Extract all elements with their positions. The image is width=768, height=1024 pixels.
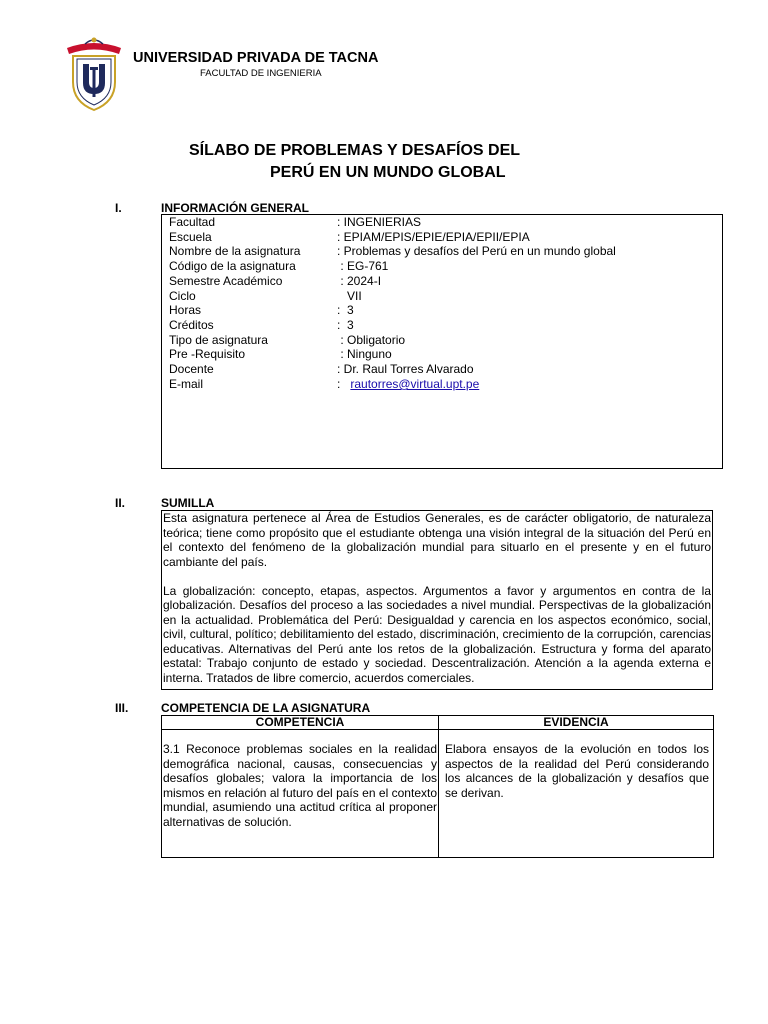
info-row — [169, 274, 381, 289]
competency-table — [161, 715, 714, 858]
info-value: : Problemas y desafíos del Perú en un mundo global — [337, 244, 616, 259]
university-name: UNIVERSIDAD PRIVADA DE TACNA — [133, 50, 379, 66]
section3-title: COMPETENCIA DE LA ASIGNATURA — [161, 701, 371, 715]
info-value: : 2024-I — [337, 273, 382, 288]
info-value: : Ninguno — [337, 347, 392, 362]
info-value: : Obligatorio — [337, 332, 406, 347]
section1-number: I. — [115, 201, 122, 215]
info-row — [169, 347, 392, 362]
info-label: Facultad — [169, 215, 216, 229]
university-crest-logo — [63, 34, 125, 112]
info-row — [169, 215, 421, 230]
document-title-line2: PERÚ EN UN MUNDO GLOBAL — [270, 164, 506, 181]
info-label: Horas — [169, 303, 202, 318]
info-label: Tipo de asignatura — [169, 332, 268, 347]
info-row — [169, 259, 388, 274]
info-label: Pre -Requisito — [169, 347, 246, 362]
info-label: Docente — [169, 362, 214, 376]
info-value: : Dr. Raul Torres Alvarado — [337, 362, 474, 376]
section2-title: SUMILLA — [161, 496, 215, 510]
column-header-evidencia: EVIDENCIA — [439, 716, 714, 730]
faculty-name: FACULTAD DE INGENIERIA — [200, 68, 322, 79]
info-value: : 3 — [337, 303, 354, 318]
column-header-competencia: COMPETENCIA — [162, 716, 439, 730]
general-info-box — [161, 214, 723, 469]
info-value: : EPIAM/EPIS/EPIE/EPIA/EPII/EPIA — [337, 229, 530, 244]
section2-number: II. — [115, 496, 126, 510]
info-label: Escuela — [169, 229, 212, 244]
email-link[interactable]: rautorres@virtual.upt.pe — [350, 377, 480, 391]
evidencia-cell: Elabora ensayos de la evolución en todos los aspectos de la realidad del Perú considerando los alcances de la globalización y desafíos que se derivan. — [439, 730, 714, 858]
info-label: Código de la asignatura — [169, 259, 296, 274]
competencia-cell: 3.1 Reconoce problemas sociales en la realidad demográfica nacional, causas, consecuencias y desafíos globales; valora la importancia de los mismos en relación al futuro del país en el contexto mundial, asumiendo una actitud crítica al proponer alternativas de solución. — [162, 730, 439, 858]
info-row — [169, 303, 354, 318]
sumilla-paragraph-1: Esta asignatura pertenece al Área de Estudios Generales, es de carácter obligatorio, de naturaleza teórica; tiene como propósito que el estudiante obtenga una visión integral de la situación del Perú en el contexto del fenómeno de la globalización mundial para situarlo en el presente y en el futuro cambiante del país. — [163, 511, 711, 569]
sumilla-paragraph-2: La globalización: concepto, etapas, aspectos. Argumentos a favor y argumentos en contra de la globalización. Desafíos del proceso a las sociedades a nivel mundial. Perspectivas de la globalización en la actualidad. Problemática del Perú: Desigualdad y carencia en los aspectos económico, social, civil, cultural, político; debilitamiento del estado, discriminación, crecimiento de la corrupción, carencias educativas. Alternativas del Perú ante los retos de la globalización. Estructura y forma del aparato estatal: Trabajo conjunto de estado y sociedad. Descentralización. Atención a la agenda externa e interna. Tratados de libre comercio, acuerdos comerciales. — [163, 583, 711, 685]
info-label: Nombre de la asignatura — [169, 244, 301, 259]
info-row — [169, 318, 354, 333]
info-row — [169, 230, 530, 245]
info-row — [169, 289, 362, 304]
info-label: Ciclo — [169, 288, 196, 303]
info-row — [169, 244, 616, 259]
info-label: Créditos — [169, 317, 214, 332]
info-label: E-mail — [169, 377, 204, 391]
info-value: : INGENIERIAS — [337, 215, 422, 229]
info-label: Semestre Académico — [169, 273, 283, 288]
info-value: VII — [337, 288, 362, 303]
document-title-line1: SÍLABO DE PROBLEMAS Y DESAFÍOS DEL — [189, 142, 521, 159]
section1-title: INFORMACIÓN GENERAL — [161, 201, 309, 215]
sumilla-box — [161, 510, 713, 690]
section3-number: III. — [115, 701, 129, 715]
info-value: : EG-761 — [337, 259, 389, 274]
info-row-email: E-mail : rautorres@virtual.upt.pe — [169, 377, 480, 391]
info-row — [169, 362, 474, 377]
info-value: : 3 — [337, 317, 354, 332]
info-row — [169, 333, 405, 348]
